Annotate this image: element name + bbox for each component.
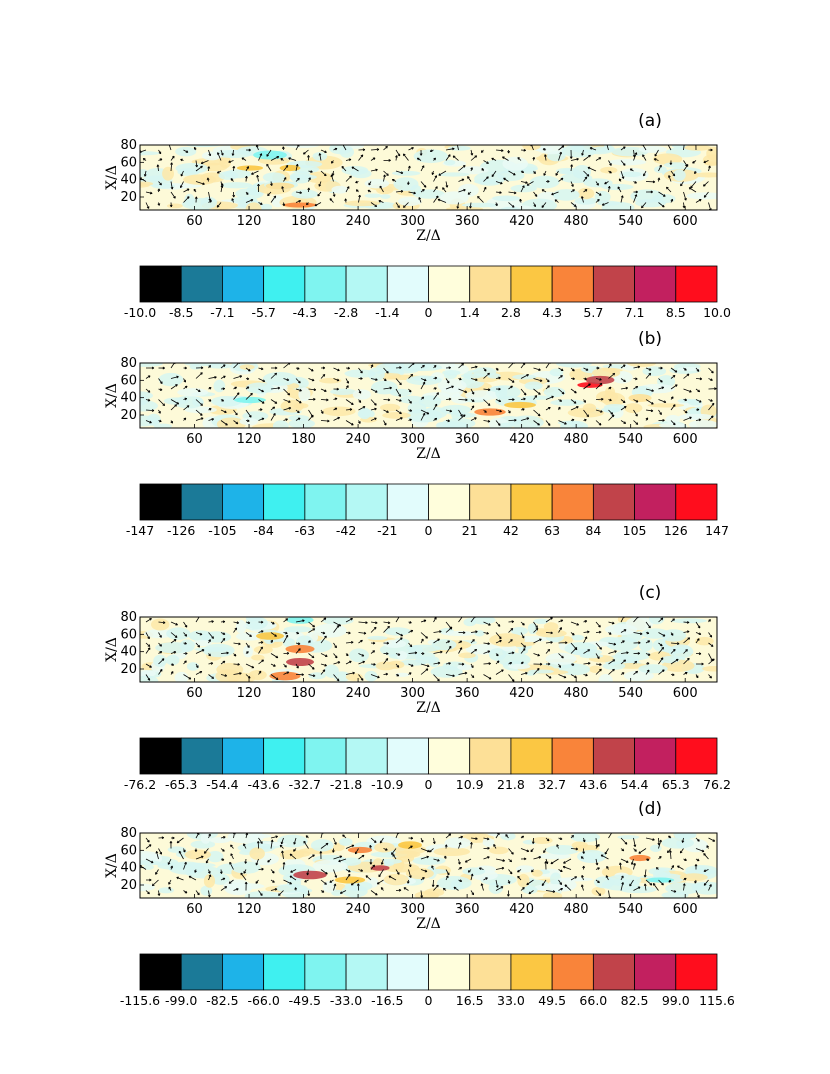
colorbar-swatch xyxy=(387,738,428,774)
colorbar-swatch xyxy=(181,738,222,774)
x-tick-label: 600 xyxy=(672,686,698,701)
colorbar-swatch xyxy=(264,738,305,774)
x-axis-label: Z/Δ xyxy=(416,228,441,244)
colorbar-tick-label: -105 xyxy=(208,523,237,538)
colorbar-swatch xyxy=(429,954,470,990)
colorbar-swatch xyxy=(264,266,305,302)
colorbar-swatch xyxy=(222,484,263,520)
x-tick-label: 240 xyxy=(345,686,371,701)
y-tick-label: 60 xyxy=(120,627,137,643)
panel-label: (d) xyxy=(637,799,663,819)
colorbar-swatch xyxy=(593,484,634,520)
x-tick-label: 60 xyxy=(186,214,203,229)
colorbar-tick-label: 0 xyxy=(424,993,433,1008)
colorbar-tick-label: 49.5 xyxy=(538,993,567,1008)
x-tick-label: 420 xyxy=(509,432,535,447)
colorbar-tick-label: -63 xyxy=(294,523,316,538)
colorbar-tick-label: 105 xyxy=(622,523,647,538)
y-tick-label: 80 xyxy=(120,610,137,625)
x-tick-label: 480 xyxy=(563,214,589,229)
colorbar-tick-label: 63 xyxy=(544,523,561,538)
colorbar-tick-label: -32.7 xyxy=(288,777,322,792)
colorbar-tick-label: -147 xyxy=(125,523,155,538)
colorbar-tick-label: -21 xyxy=(377,523,398,538)
y-axis-label: X/Δ xyxy=(104,383,120,408)
colorbar-tick-label: 65.3 xyxy=(661,777,690,792)
colorbar-swatch xyxy=(635,738,676,774)
colorbar-tick-label: 99.0 xyxy=(661,993,690,1008)
colorbar-tick-label: 126 xyxy=(663,523,688,538)
x-tick-label: 540 xyxy=(618,214,644,229)
colorbar-tick-label: 16.5 xyxy=(455,993,484,1008)
colorbar-swatch xyxy=(140,738,181,774)
colorbar-tick-label: -5.7 xyxy=(251,305,276,320)
colorbar-tick-label: 7.1 xyxy=(624,305,645,320)
colorbar-swatch xyxy=(429,266,470,302)
x-tick-label: 60 xyxy=(186,902,203,917)
colorbar-tick-label: 0 xyxy=(424,305,433,320)
x-tick-label: 540 xyxy=(618,902,644,917)
colorbar-swatch xyxy=(387,954,428,990)
x-tick-label: 360 xyxy=(454,902,480,917)
colorbar-swatch xyxy=(181,266,222,302)
colorbar-tick-label: 4.3 xyxy=(542,305,563,320)
colorbar-swatch xyxy=(387,266,428,302)
colorbar-swatch xyxy=(676,266,717,302)
colorbar-tick-label: -76.2 xyxy=(123,777,157,792)
colorbar-swatch xyxy=(635,484,676,520)
y-tick-label: 20 xyxy=(120,662,137,677)
y-tick-label: 60 xyxy=(120,373,137,389)
colorbar-tick-label: 10.9 xyxy=(455,777,484,792)
colorbar-tick-label: -115.6 xyxy=(119,993,161,1008)
colorbar-tick-label: -65.3 xyxy=(165,777,198,792)
y-axis-label: X/Δ xyxy=(104,165,120,190)
colorbar-swatch xyxy=(140,954,181,990)
colorbar-tick-label: 66.0 xyxy=(579,993,608,1008)
x-tick-label: 420 xyxy=(509,902,535,917)
x-tick-label: 240 xyxy=(345,214,371,229)
y-tick-label: 80 xyxy=(120,356,137,371)
colorbar-swatch xyxy=(593,738,634,774)
colorbar-swatch xyxy=(429,738,470,774)
colorbar-tick-label: 42 xyxy=(502,523,519,538)
x-tick-label: 600 xyxy=(672,902,698,917)
x-tick-label: 180 xyxy=(291,902,316,917)
colorbar-tick-label: 10.0 xyxy=(703,305,731,320)
colorbar-swatch xyxy=(552,484,593,520)
colorbar-swatch xyxy=(511,954,552,990)
x-tick-label: 300 xyxy=(400,686,426,701)
colorbar-swatch xyxy=(305,738,346,774)
colorbar-tick-label: -4.3 xyxy=(292,305,318,320)
colorbar-swatch xyxy=(429,484,470,520)
x-tick-label: 420 xyxy=(509,686,535,701)
panel-label: (a) xyxy=(638,111,662,131)
x-tick-label: 60 xyxy=(186,686,203,701)
colorbar-tick-label: -99.0 xyxy=(165,993,198,1008)
panel-label: (c) xyxy=(638,583,662,603)
x-tick-label: 180 xyxy=(291,686,316,701)
colorbar-tick-label: -16.5 xyxy=(371,993,404,1008)
colorbar-tick-label: 8.5 xyxy=(665,305,686,320)
colorbar-swatch xyxy=(346,484,387,520)
colorbar-tick-label: -43.6 xyxy=(247,777,280,792)
colorbar-swatch xyxy=(552,738,593,774)
panel-3 xyxy=(104,583,731,792)
colorbar-tick-label: -1.4 xyxy=(375,305,400,320)
colorbar-tick-label: -33.0 xyxy=(329,993,363,1008)
colorbar-swatch xyxy=(305,266,346,302)
colorbar-swatch xyxy=(676,954,717,990)
x-tick-label: 180 xyxy=(291,214,316,229)
x-tick-label: 540 xyxy=(618,686,644,701)
x-tick-label: 300 xyxy=(400,902,426,917)
x-axis-label: Z/Δ xyxy=(416,700,441,716)
colorbar-swatch xyxy=(470,266,511,302)
y-axis-label: X/Δ xyxy=(104,637,120,662)
y-tick-label: 20 xyxy=(120,408,137,423)
colorbar-tick-label: -2.8 xyxy=(333,305,359,320)
panel-label: (b) xyxy=(637,329,663,349)
colorbar-tick-label: 115.6 xyxy=(699,993,735,1008)
colorbar-swatch xyxy=(635,954,676,990)
colorbar-tick-label: 21.8 xyxy=(497,777,525,792)
colorbar-swatch xyxy=(305,954,346,990)
x-tick-label: 120 xyxy=(236,432,262,447)
panel-1 xyxy=(104,111,731,320)
colorbar-tick-label: 147 xyxy=(705,523,729,538)
colorbar-tick-label: 82.5 xyxy=(620,993,649,1008)
x-axis-label: Z/Δ xyxy=(416,916,441,932)
y-tick-label: 40 xyxy=(120,644,137,660)
x-tick-label: 420 xyxy=(509,214,535,229)
colorbar-swatch xyxy=(222,954,263,990)
colorbar-swatch xyxy=(511,484,552,520)
y-tick-label: 20 xyxy=(120,878,137,893)
colorbar-swatch xyxy=(264,484,305,520)
colorbar-tick-label: 1.4 xyxy=(459,305,480,320)
colorbar-tick-label: -54.4 xyxy=(206,777,239,792)
x-tick-label: 360 xyxy=(454,432,480,447)
colorbar-tick-label: 21 xyxy=(461,523,478,538)
colorbar-swatch xyxy=(140,484,181,520)
colorbar-swatch xyxy=(676,484,717,520)
x-tick-label: 120 xyxy=(236,214,262,229)
colorbar-swatch xyxy=(305,484,346,520)
x-tick-label: 480 xyxy=(563,686,589,701)
colorbar-tick-label: -10.9 xyxy=(371,777,404,792)
colorbar-tick-label: 54.4 xyxy=(620,777,649,792)
colorbar-tick-label: 32.7 xyxy=(538,777,567,792)
y-tick-label: 40 xyxy=(120,860,137,876)
colorbar xyxy=(126,484,729,538)
colorbar-swatch xyxy=(470,738,511,774)
colorbar-tick-label: 33.0 xyxy=(497,993,525,1008)
colorbar-swatch xyxy=(346,954,387,990)
colorbar-tick-label: -10.0 xyxy=(123,305,157,320)
colorbar-swatch xyxy=(552,266,593,302)
y-tick-label: 20 xyxy=(120,190,137,205)
colorbar-tick-label: -126 xyxy=(167,523,196,538)
colorbar-tick-label: -42 xyxy=(335,523,357,538)
y-tick-label: 60 xyxy=(120,155,137,171)
colorbar-swatch xyxy=(140,266,181,302)
x-tick-label: 600 xyxy=(672,214,698,229)
colorbar-swatch xyxy=(264,954,305,990)
x-tick-label: 540 xyxy=(618,432,644,447)
x-tick-label: 360 xyxy=(454,214,480,229)
colorbar-tick-label: 84 xyxy=(585,523,602,538)
colorbar-tick-label: -7.1 xyxy=(210,305,235,320)
colorbar-tick-label: -66.0 xyxy=(247,993,280,1008)
colorbar-swatch xyxy=(181,954,222,990)
y-tick-label: 40 xyxy=(120,172,137,188)
colorbar-swatch xyxy=(222,266,263,302)
x-tick-label: 360 xyxy=(454,686,480,701)
colorbar-swatch xyxy=(387,484,428,520)
colorbar-tick-label: 0 xyxy=(424,777,433,792)
colorbar-tick-label: -8.5 xyxy=(169,305,194,320)
y-tick-label: 80 xyxy=(120,826,137,841)
colorbar-swatch xyxy=(346,266,387,302)
x-tick-label: 60 xyxy=(186,432,203,447)
x-tick-label: 600 xyxy=(672,432,698,447)
x-tick-label: 240 xyxy=(345,902,371,917)
colorbar-swatch xyxy=(470,484,511,520)
x-axis-label: Z/Δ xyxy=(416,446,441,462)
colorbar-swatch xyxy=(511,738,552,774)
x-tick-label: 180 xyxy=(291,432,316,447)
colorbar xyxy=(124,266,731,320)
y-tick-label: 60 xyxy=(120,843,137,859)
y-axis-label: X/Δ xyxy=(104,853,120,878)
colorbar xyxy=(124,738,731,792)
x-tick-label: 480 xyxy=(563,902,589,917)
colorbar-tick-label: -49.5 xyxy=(288,993,322,1008)
colorbar-tick-label: 2.8 xyxy=(500,305,521,320)
colorbar-swatch xyxy=(222,738,263,774)
colorbar-swatch xyxy=(346,738,387,774)
colorbar-swatch xyxy=(593,266,634,302)
colorbar-swatch xyxy=(470,954,511,990)
colorbar-swatch xyxy=(635,266,676,302)
colorbar-tick-label: 0 xyxy=(424,523,433,538)
panel-4 xyxy=(104,799,735,1008)
colorbar-swatch xyxy=(676,738,717,774)
panel-2 xyxy=(104,329,729,538)
x-tick-label: 120 xyxy=(236,686,262,701)
x-tick-label: 240 xyxy=(345,432,371,447)
x-tick-label: 300 xyxy=(400,432,426,447)
x-tick-label: 120 xyxy=(236,902,262,917)
colorbar-tick-label: 5.7 xyxy=(583,305,604,320)
x-tick-label: 480 xyxy=(563,432,589,447)
colorbar-swatch xyxy=(593,954,634,990)
colorbar xyxy=(120,954,735,1008)
colorbar-swatch xyxy=(552,954,593,990)
colorbar-tick-label: 43.6 xyxy=(579,777,608,792)
colorbar-tick-label: -82.5 xyxy=(206,993,239,1008)
colorbar-tick-label: 76.2 xyxy=(703,777,731,792)
y-tick-label: 40 xyxy=(120,390,137,406)
y-tick-label: 80 xyxy=(120,138,137,153)
colorbar-swatch xyxy=(181,484,222,520)
colorbar-tick-label: -84 xyxy=(253,523,274,538)
x-tick-label: 300 xyxy=(400,214,426,229)
colorbar-swatch xyxy=(511,266,552,302)
colorbar-tick-label: -21.8 xyxy=(329,777,363,792)
